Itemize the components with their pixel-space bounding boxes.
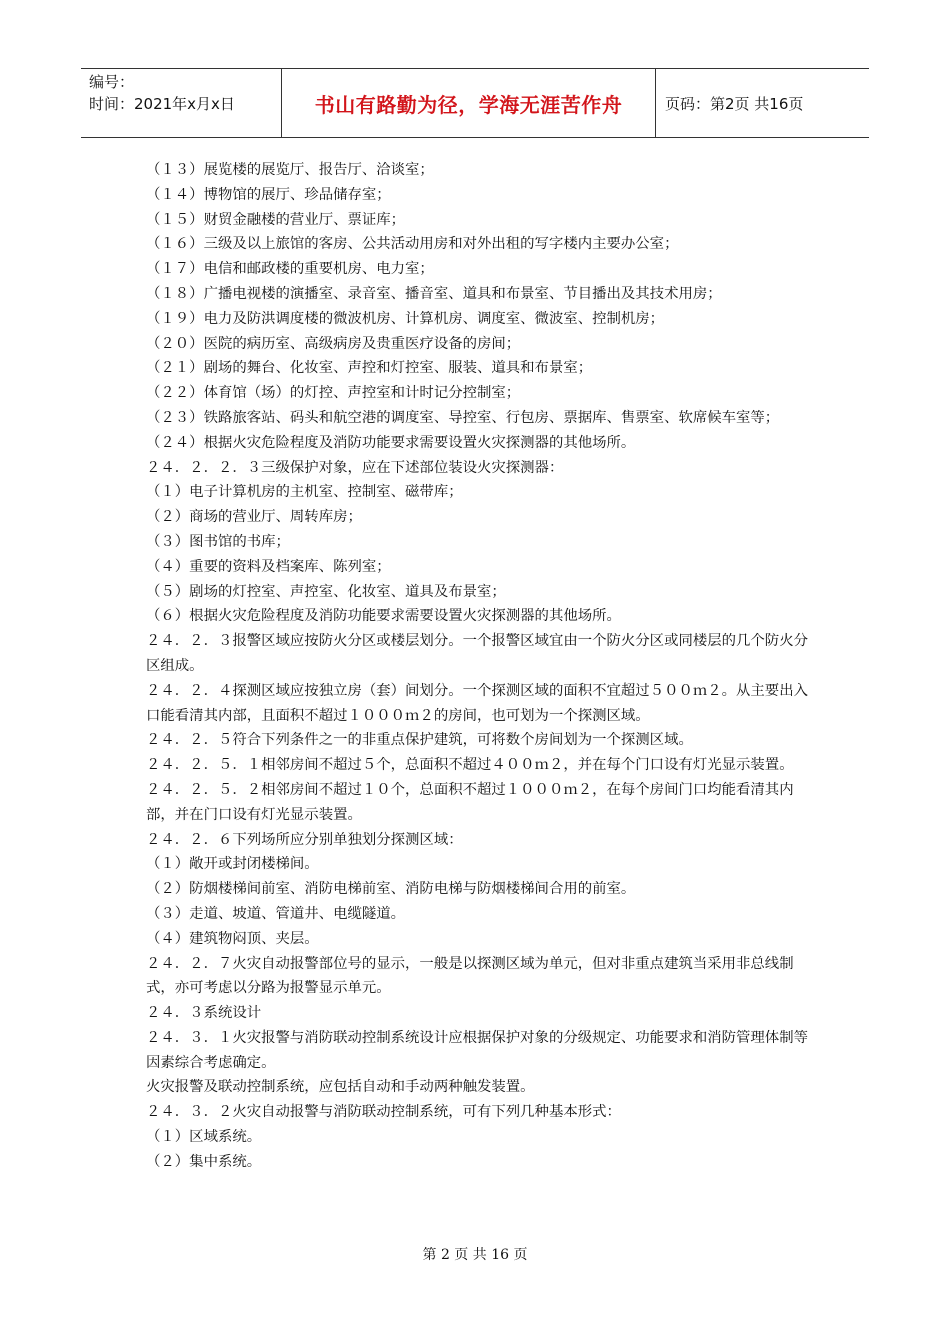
body-paragraph: ２４．３．１火灾报警与消防联动控制系统设计应根据保护对象的分级规定、功能要求和消防管理体制等因素综合考虑确定。: [146, 1029, 808, 1071]
body-paragraph: 火灾报警及联动控制系统，应包括自动和手动两种触发装置。: [146, 1079, 535, 1096]
body-paragraph: （３）图书馆的书库；: [146, 533, 290, 550]
body-paragraph: （２１）剧场的舞台、化妆室、声控和灯控室、服装、道具和布景室；: [146, 360, 593, 377]
body-paragraph: ２４．２．６下列场所应分别单独划分探测区域：: [146, 831, 463, 848]
body-paragraph: （１６）三级及以上旅馆的客房、公共活动用房和对外出租的写字楼内主要办公室；: [146, 236, 679, 253]
body-paragraph: ２４．３．２火灾自动报警与消防联动控制系统，可有下列几种基本形式：: [146, 1104, 621, 1121]
body-paragraph: （５）剧场的灯控室、声控室、化妆室、道具及布景室；: [146, 583, 506, 600]
body-paragraph: （１８）广播电视楼的演播室、录音室、播音室、道具和布景室、节目播出及其技术用房；: [146, 285, 722, 302]
body-paragraph: （１５）财贸金融楼的营业厅、票证库；: [146, 211, 406, 228]
header-page-number: 页码：第2页 共16页: [665, 94, 804, 113]
body-paragraph: （３）走道、坡道、管道井、电缆隧道。: [146, 905, 406, 922]
body-paragraph: （２０）医院的病历室、高级病房及贵重医疗设备的房间；: [146, 335, 521, 352]
date-label: 时间：2021年x月x日: [89, 95, 235, 113]
body-paragraph: （１）敞开或封闭楼梯间。: [146, 856, 319, 873]
body-paragraph: ２４．２．５．２相邻房间不超过１０个，总面积不超过１０００ｍ２，在每个房间门口均能看清其内部，并在门口设有灯光显示装置。: [146, 781, 794, 823]
header-motto: 书山有路勤为径，学海无涯苦作舟: [282, 69, 656, 137]
body-paragraph: （４）重要的资料及档案库、陈列室；: [146, 558, 391, 575]
body-paragraph: （６）根据火灾危险程度及消防功能要求需要设置火灾探测器的其他场所。: [146, 608, 621, 625]
body-paragraph: （１）电子计算机房的主机室、控制室、磁带库；: [146, 484, 463, 501]
body-paragraph: （１９）电力及防洪调度楼的微波机房、计算机房、调度室、微波室、控制机房；: [146, 310, 665, 327]
body-paragraph: ２４．２．４探测区域应按独立房（套）间划分。一个探测区域的面积不宜超过５００ｍ２。从主要出入口能看清其内部，且面积不超过１０００ｍ２的房间，也可划为一个探测区域。: [146, 682, 808, 724]
body-paragraph: （２）防烟楼梯间前室、消防电梯前室、消防电梯与防烟楼梯间合用的前室。: [146, 881, 636, 898]
body-paragraph: （２４）根据火灾危险程度及消防功能要求需要设置火灾探测器的其他场所。: [146, 434, 636, 451]
body-paragraph: ２４．２．７火灾自动报警部位号的显示，一般是以探测区域为单元，但对非重点建筑当采用非总线制式，亦可考虑以分路为报警显示单元。: [146, 955, 794, 997]
body-paragraph: （２）集中系统。: [146, 1153, 262, 1170]
body-paragraph: （１）区域系统。: [146, 1129, 262, 1146]
body-paragraph: （４）建筑物闷顶、夹层。: [146, 930, 319, 947]
body-paragraph: （１４）博物馆的展厅、珍品储存室；: [146, 186, 391, 203]
body-paragraph: ２４．２．３报警区域应按防火分区或楼层划分。一个报警区域宜由一个防火分区或同楼层的几个防火分区组成。: [146, 633, 808, 674]
header-meta-cell: [81, 69, 282, 137]
body-paragraph: （２３）铁路旅客站、码头和航空港的调度室、导控室、行包房、票据库、售票室、软席候车室等；: [146, 409, 780, 426]
body-paragraph: （２２）体育馆（场）的灯控、声控室和计时记分控制室；: [146, 385, 521, 402]
body-paragraph: ２４．２．５符合下列条件之一的非重点保护建筑，可将数个房间划为一个探测区域。: [146, 732, 693, 749]
page-footer: 第 2 页 共 16 页: [422, 1247, 528, 1263]
page-header: [81, 68, 869, 138]
document-body: [146, 158, 810, 1175]
body-paragraph: （１７）电信和邮政楼的重要机房、电力室；: [146, 261, 434, 278]
body-paragraph: （１３）展览楼的展览厅、报告厅、洽谈室；: [146, 162, 434, 178]
body-paragraph: ２４．３系统设计: [146, 1005, 262, 1022]
document-number-label: 编号：: [89, 73, 135, 91]
body-paragraph: ２４．２．２．３三级保护对象，应在下述部位装设火灾探测器：: [146, 459, 564, 476]
body-paragraph: ２４．２．５．１相邻房间不超过５个，总面积不超过４００ｍ２，并在每个门口设有灯光显示装置。: [146, 757, 794, 774]
body-paragraph: （２）商场的营业厅、周转库房；: [146, 509, 362, 526]
